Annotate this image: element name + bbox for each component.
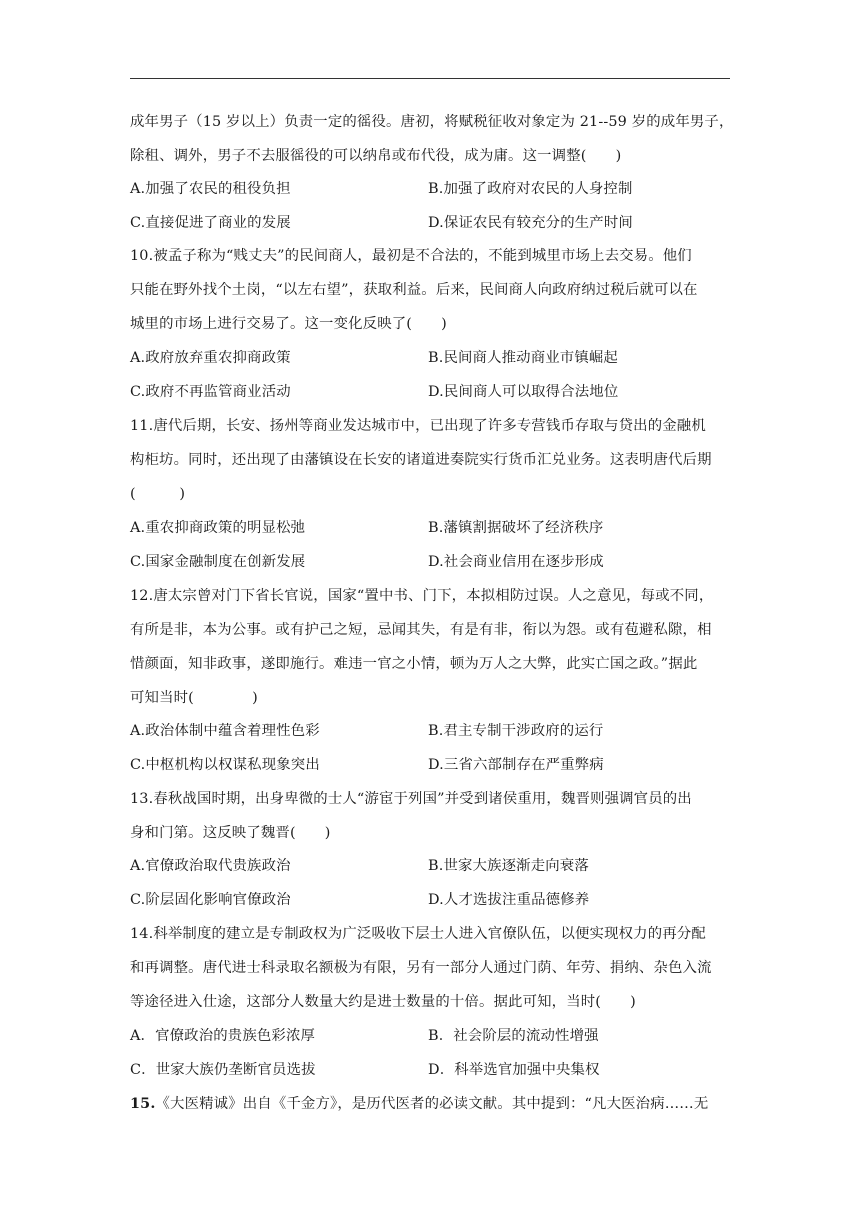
q15-number: 15. [130, 1095, 156, 1112]
q15-text-line-1 [130, 1094, 708, 1114]
q14-text-line-3: 等途径进入仕途，这部分人数量大约是进士数量的十倍。据此可知，当时( ) [130, 994, 636, 1010]
q10-text-line-2: 只能在野外找个土岗，“以左右望”，获取利益。后来，民间商人向政府纳过税后就可以在 [130, 282, 698, 298]
q12-option-b: B.君主专制干涉政府的运行 [428, 723, 604, 739]
q12-option-a: A.政治体制中蕴含着理性色彩 [130, 723, 320, 739]
q11-text-line-3: ( ) [130, 486, 186, 502]
q14-option-a: A．官僚政治的贵族色彩浓厚 [130, 1028, 316, 1044]
q13-text-line-2: 身和门第。这反映了魏晋( ) [130, 825, 331, 841]
q14-option-c: C．世家大族仍垄断官员选拔 [130, 1062, 316, 1078]
q12-option-c: C.中枢机构以权谋私现象突出 [130, 757, 320, 773]
q14-option-b: B．社会阶层的流动性增强 [428, 1028, 599, 1044]
q14-text-line-2: 和再调整。唐代进士科录取名额极为有限，另有一部分人通过门荫、年劳、捐纳、杂色入流 [130, 960, 712, 976]
q11-option-a: A.重农抑商政策的明显松弛 [130, 520, 306, 536]
q9-text-line-2: 除租、调外，男子不去服徭役的可以纳帛或布代役，成为庸。这一调整( ) [130, 148, 622, 164]
q10-option-a: A.政府放弃重农抑商政策 [130, 350, 291, 366]
q14-option-d: D．科举选官加强中央集权 [428, 1062, 600, 1078]
q13-option-b: B.世家大族逐渐走向衰落 [428, 858, 589, 874]
q12-text-line-2: 有所是非，本为公事。或有护己之短，忌闻其失，有是有非，衔以为怨。或有苞避私隙，相 [130, 622, 712, 638]
q13-option-d: D.人才选拔注重品德修养 [428, 892, 590, 908]
q10-option-b: B.民间商人推动商业市镇崛起 [428, 350, 618, 366]
header-rule [130, 78, 730, 79]
q9-option-d: D.保证农民有较充分的生产时间 [428, 215, 633, 231]
q11-option-d: D.社会商业信用在逐步形成 [428, 554, 604, 570]
q11-text-line-1: 11.唐代后期，长安、扬州等商业发达城市中，已出现了许多专营钱币存取与贷出的金融机 [130, 418, 706, 434]
q10-option-d: D.民间商人可以取得合法地位 [428, 384, 619, 400]
q11-option-c: C.国家金融制度在创新发展 [130, 554, 306, 570]
q13-option-c: C.阶层固化影响官僚政治 [130, 892, 291, 908]
q9-option-a: A.加强了农民的租役负担 [130, 181, 291, 197]
q12-text-line-1: 12.唐太宗曾对门下省长官说，国家“置中书、门下，本拟相防过误。人之意见，每或不同， [130, 588, 714, 604]
q15-text: 《大医精诚》出自《千金方》，是历代医者的必读文献。其中提到：“凡大医治病……无 [155, 1096, 709, 1112]
q12-text-line-4: 可知当时( ) [130, 690, 258, 706]
q9-option-c: C.直接促进了商业的发展 [130, 215, 291, 231]
q10-text-line-3: 城里的市场上进行交易了。这一变化反映了( ) [130, 316, 447, 332]
q9-option-b: B.加强了政府对农民的人身控制 [428, 181, 633, 197]
q14-text-line-1: 14.科举制度的建立是专制政权为广泛吸收下层士人进入官僚队伍，以便实现权力的再分配 [130, 926, 706, 942]
q11-text-line-2: 构柜坊。同时，还出现了由藩镇设在长安的诸道进奏院实行货币汇兑业务。这表明唐代后期 [130, 452, 712, 468]
q9-text-line-1: 成年男子（15 岁以上）负责一定的徭役。唐初，将赋税征收对象定为 21--59 岁的成年男子， [130, 114, 734, 130]
q12-option-d: D.三省六部制存在严重弊病 [428, 757, 604, 773]
q10-option-c: C.政府不再监管商业活动 [130, 384, 291, 400]
q13-option-a: A.官僚政治取代贵族政治 [130, 858, 291, 874]
q11-option-b: B.藩镇割据破坏了经济秩序 [428, 520, 604, 536]
q10-text-line-1: 10.被孟子称为“贱丈夫”的民间商人，最初是不合法的，不能到城里市场上去交易。他们 [130, 248, 692, 264]
q12-text-line-3: 惜颜面，知非政事，遂即施行。难违一官之小情，顿为万人之大弊，此实亡国之政。”据此 [130, 656, 698, 672]
q13-text-line-1: 13.春秋战国时期，出身卑微的士人“游宦于列国”并受到诸侯重用，魏晋则强调官员的出 [130, 791, 692, 807]
